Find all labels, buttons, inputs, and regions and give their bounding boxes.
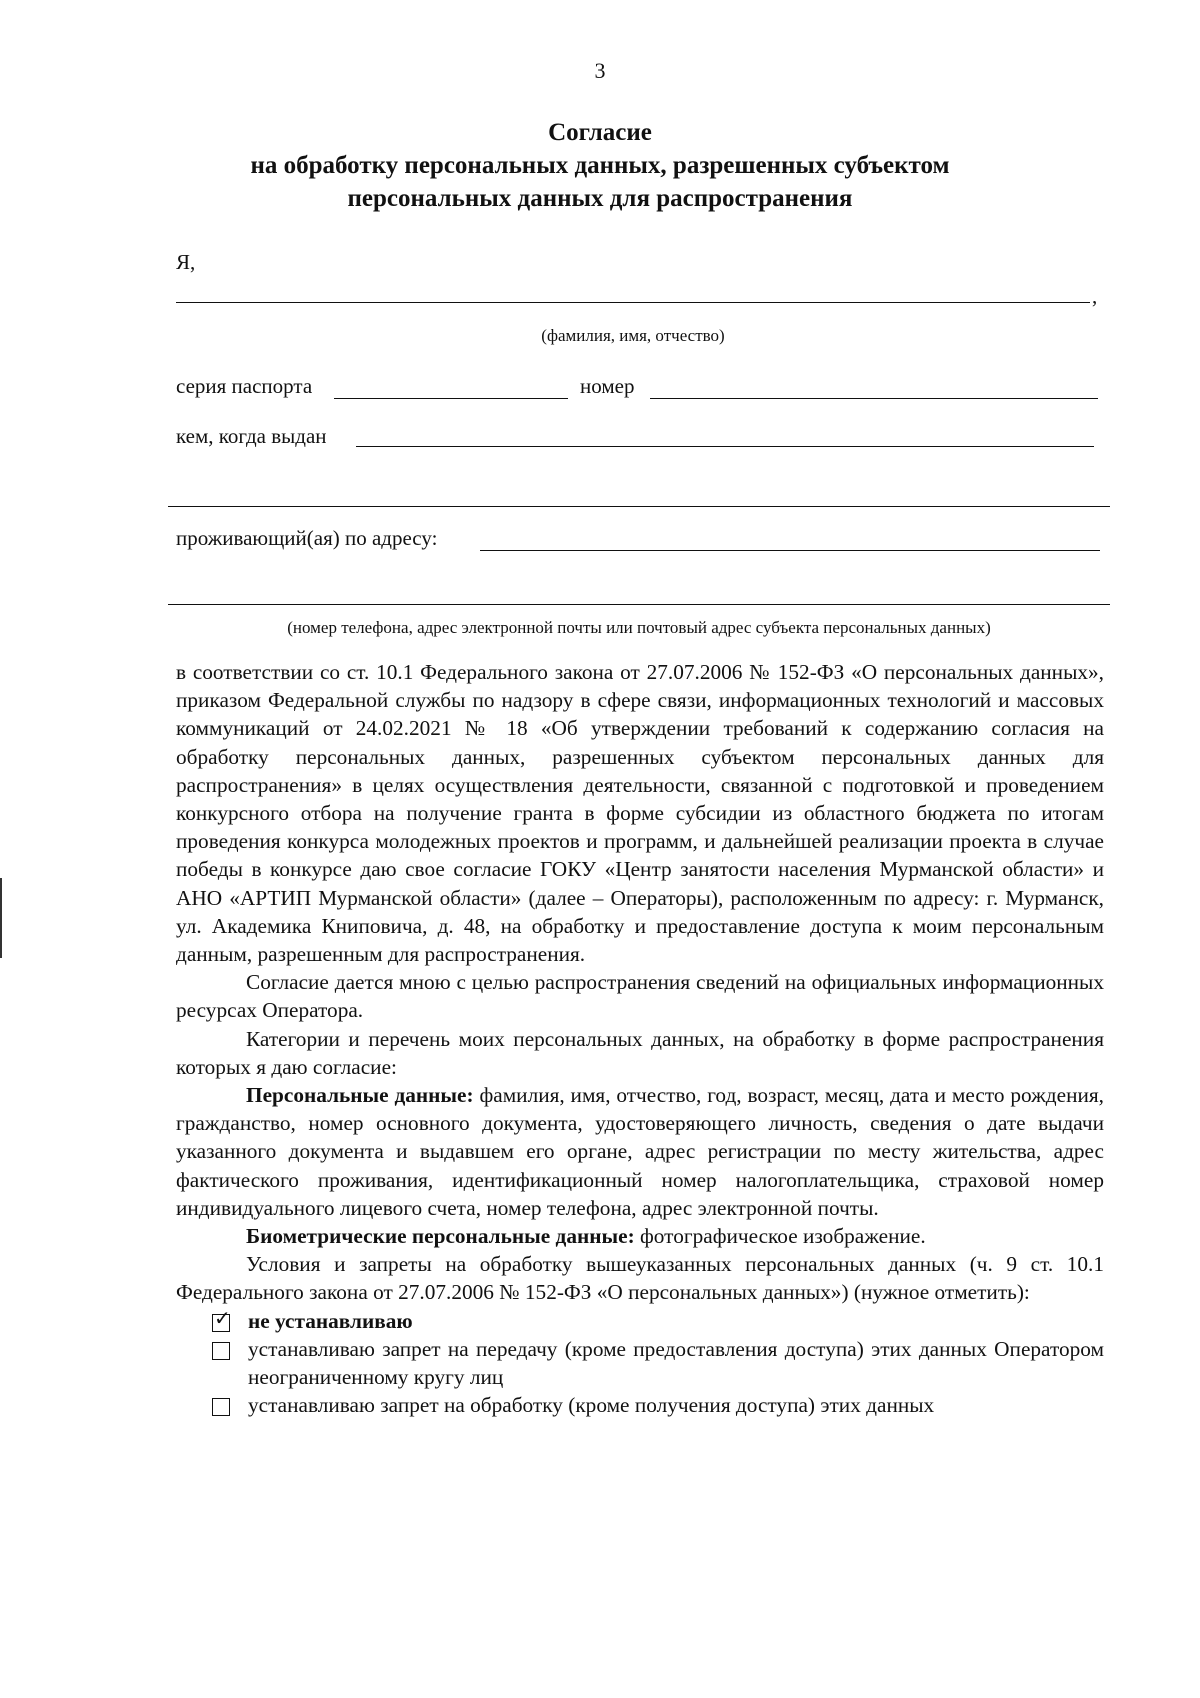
issued-by-label: кем, когда выдан — [176, 424, 327, 448]
personal-data-list: фамилия, имя, отчество, год, возраст, месяц, дата и место рождения, гражданство, номер основного документа, удостоверяющего личность, сведения о дате выдачи указанного документа и выдавшем его органе, адрес регистрации по месту жительства, адрес фактического проживания, идентификационный номер налогоплательщика, страховой номер индивидуального лицевого счета, номер телефона, адрес электронной почты. — [176, 1083, 1105, 1220]
scan-margin-mark — [0, 878, 2, 958]
option-transfer-ban[interactable] — [212, 1335, 1104, 1391]
fio-field-line — [176, 302, 1090, 303]
paragraph-conditions: Условия и запреты на обработку вышеуказанных персональных данных (ч. 9 ст. 10.1 Федерального закона от 27.07.2006 № 152-ФЗ «О персональных данных») (нужное отметить): — [176, 1252, 1104, 1305]
issued-by-field-line — [356, 446, 1094, 447]
fio-caption: (фамилия, имя, отчество) — [541, 326, 725, 345]
option-label: устанавливаю запрет на передачу (кроме предоставления доступа) этих данных Оператором неограниченному кругу лиц — [248, 1336, 1104, 1390]
contacts-caption: (номер телефона, адрес электронной почты или почтовый адрес субъекта персональных данных) — [287, 618, 991, 637]
address-field-line — [480, 550, 1100, 551]
biometric-data-list: фотографическое изображение. — [634, 1224, 926, 1249]
paragraph-categories: Категории и перечень моих персональных данных, на обработку в форме распространения которых я даю согласие: — [176, 1026, 1104, 1079]
paragraph-legal-basis: в соответствии со ст. 10.1 Федерального закона от 27.07.2006 № 152-ФЗ «О персональных данных», приказом Федеральной службы по надзору в сфере связи, информационных технологий и массовых коммуникаций от 24.02.2021 № 18 «Об утверждении требований к содержанию согласия на обработку персональных данных, разрешенных субъектом персональных данных для распространения» в целях осуществления деятельности, связанной с подготовкой и проведением конкурсного отбора на получение гранта в форме субсидии из областного бюджета по итогам проведения конкурса молодежных проектов и программ, и дальнейшей реализации проекта в случае победы в конкурсе даю свое согласие ГОКУ «Центр занятости населения Мурманской области» и АНО «АРТИП Мурманской области» (далее – Операторы), расположенным по адресу: г. Мурманск, ул. Академика Книповича, д. 48, на обработку и предоставление доступа к моим персональным данным, разрешенным для распространения. — [176, 660, 1104, 967]
title-line-2: на обработку персональных данных, разрешенных субъектом — [250, 152, 950, 179]
address-label: проживающий(ая) по адресу: — [176, 526, 438, 550]
fio-comma: , — [1092, 284, 1098, 308]
paragraph-biometric-data — [176, 1222, 1104, 1250]
contacts-field-line — [168, 604, 1110, 605]
consent-body — [176, 658, 1104, 1419]
option-label: не устанавливаю — [248, 1308, 413, 1333]
title-line-3: персональных данных для распространения — [347, 185, 853, 212]
check-mark-icon: ✓ — [214, 1305, 231, 1330]
option-processing-ban[interactable] — [212, 1391, 1104, 1419]
option-no-restrictions[interactable] — [212, 1307, 1104, 1335]
passport-number-field-line — [650, 398, 1098, 399]
i-label: Я, — [176, 250, 196, 274]
biometric-data-heading: Биометрические персональные данные: — [246, 1224, 635, 1249]
checkbox-unchecked[interactable] — [212, 1342, 230, 1360]
issued-by-field-line-2 — [168, 506, 1110, 507]
title-line-1: Согласие — [548, 119, 652, 146]
page-number: 3 — [594, 58, 606, 83]
checkbox-unchecked[interactable] — [212, 1398, 230, 1416]
passport-number-label: номер — [580, 374, 635, 398]
passport-series-field-line — [334, 398, 568, 399]
passport-series-label: серия паспорта — [176, 374, 313, 398]
paragraph-personal-data — [176, 1081, 1104, 1222]
personal-data-heading: Персональные данные: — [246, 1083, 474, 1108]
checkbox-checked[interactable] — [212, 1305, 231, 1332]
paragraph-purpose: Согласие дается мною с целью распространения сведений на официальных информационных ресурсах Оператора. — [176, 970, 1104, 1023]
option-label: устанавливаю запрет на обработку (кроме получения доступа) этих данных — [248, 1393, 935, 1418]
document-title — [0, 116, 1200, 215]
